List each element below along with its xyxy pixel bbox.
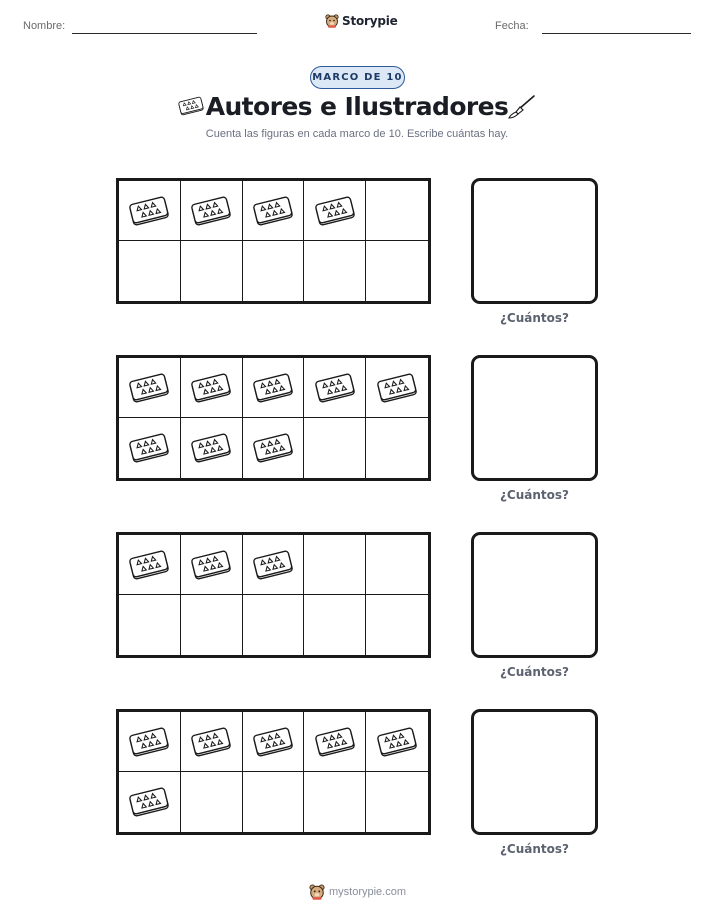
paint-palette-icon bbox=[250, 547, 296, 583]
paint-palette-icon bbox=[126, 784, 172, 820]
ten-frame-cell bbox=[119, 358, 181, 418]
ten-frame-cell bbox=[181, 535, 243, 595]
paint-palette-icon bbox=[312, 724, 358, 760]
ten-frame-cell bbox=[366, 358, 428, 418]
paint-palette-icon bbox=[188, 370, 234, 406]
paint-palette-icon bbox=[374, 724, 420, 760]
ten-frame-cell bbox=[243, 358, 305, 418]
paint-palette-icon bbox=[126, 430, 172, 466]
name-line[interactable] bbox=[72, 33, 257, 34]
ten-frame-cell bbox=[119, 595, 181, 655]
paint-palette-icon bbox=[126, 370, 172, 406]
paint-palette-icon bbox=[126, 193, 172, 229]
ten-frame-cell bbox=[181, 418, 243, 478]
paintbrush-icon bbox=[507, 94, 537, 120]
ten-frame-cell bbox=[366, 772, 428, 832]
paint-palette-icon bbox=[188, 547, 234, 583]
ten-frame-cell bbox=[304, 595, 366, 655]
answer-label: ¿Cuántos? bbox=[499, 665, 570, 679]
ten-frame-cell bbox=[366, 241, 428, 301]
ten-frame-cell bbox=[304, 358, 366, 418]
ten-frame-cell bbox=[243, 241, 305, 301]
paint-palette-icon bbox=[188, 430, 234, 466]
ten-frame-cell bbox=[119, 535, 181, 595]
ten-frame-cell bbox=[181, 772, 243, 832]
answer-label: ¿Cuántos? bbox=[499, 842, 570, 856]
answer-label: ¿Cuántos? bbox=[499, 488, 570, 502]
ten-frame-cell bbox=[119, 772, 181, 832]
ten-frame-cell bbox=[304, 181, 366, 241]
bear-mascot-icon bbox=[325, 14, 339, 28]
answer-box[interactable] bbox=[471, 178, 598, 304]
ten-frame-cell bbox=[243, 595, 305, 655]
ten-frame-cell bbox=[304, 535, 366, 595]
ten-frame-cell bbox=[243, 418, 305, 478]
paint-palette-icon bbox=[188, 724, 234, 760]
ten-frame-cell bbox=[243, 712, 305, 772]
ten-frame-cell bbox=[304, 418, 366, 478]
paint-palette-icon bbox=[126, 724, 172, 760]
paint-palette-icon bbox=[312, 193, 358, 229]
paint-palette-icon bbox=[374, 370, 420, 406]
paint-palette-icon bbox=[312, 370, 358, 406]
ten-frame bbox=[116, 178, 431, 304]
ten-frame-cell bbox=[366, 535, 428, 595]
ten-frame-cell bbox=[181, 181, 243, 241]
worksheet-type-badge: MARCO DE 10 bbox=[310, 66, 405, 89]
ten-frame-cell bbox=[366, 595, 428, 655]
paint-palette-icon bbox=[188, 193, 234, 229]
answer-box[interactable] bbox=[471, 355, 598, 481]
ten-frame bbox=[116, 355, 431, 481]
ten-frame-cell bbox=[181, 712, 243, 772]
date-label: Fecha: bbox=[495, 20, 529, 32]
brand-logo bbox=[325, 14, 398, 28]
paint-palette-icon bbox=[250, 724, 296, 760]
answer-box[interactable] bbox=[471, 709, 598, 835]
answer-box[interactable] bbox=[471, 532, 598, 658]
ten-frame-cell bbox=[119, 712, 181, 772]
ten-frame-cell bbox=[243, 772, 305, 832]
ten-frame bbox=[116, 532, 431, 658]
ten-frame-cell bbox=[119, 418, 181, 478]
paint-palette-icon bbox=[250, 193, 296, 229]
ten-frame-cell bbox=[243, 181, 305, 241]
instructions: Cuenta las figuras en cada marco de 10. Escribe cuántas hay. bbox=[205, 128, 509, 140]
ten-frame bbox=[116, 709, 431, 835]
bear-mascot-icon bbox=[309, 884, 325, 900]
ten-frame-cell bbox=[243, 535, 305, 595]
ten-frame-cell bbox=[119, 241, 181, 301]
ten-frame-cell bbox=[181, 241, 243, 301]
footer-url: mystorypie.com bbox=[329, 886, 407, 898]
ten-frame-cell bbox=[119, 181, 181, 241]
paint-palette-icon bbox=[250, 430, 296, 466]
name-label: Nombre: bbox=[23, 20, 66, 32]
ten-frame-cell bbox=[181, 595, 243, 655]
paint-palette-icon bbox=[126, 547, 172, 583]
ten-frame-cell bbox=[366, 712, 428, 772]
ten-frame-cell bbox=[366, 181, 428, 241]
brand-name: Storypie bbox=[342, 14, 398, 28]
page-title: Autores e Ilustradores bbox=[205, 92, 509, 121]
ten-frame-cell bbox=[181, 358, 243, 418]
paint-palette-icon bbox=[250, 370, 296, 406]
ten-frame-cell bbox=[304, 712, 366, 772]
date-line[interactable] bbox=[542, 33, 691, 34]
ten-frame-cell bbox=[366, 418, 428, 478]
footer bbox=[309, 884, 406, 900]
answer-label: ¿Cuántos? bbox=[499, 311, 570, 325]
ten-frame-cell bbox=[304, 241, 366, 301]
ten-frame-cell bbox=[304, 772, 366, 832]
